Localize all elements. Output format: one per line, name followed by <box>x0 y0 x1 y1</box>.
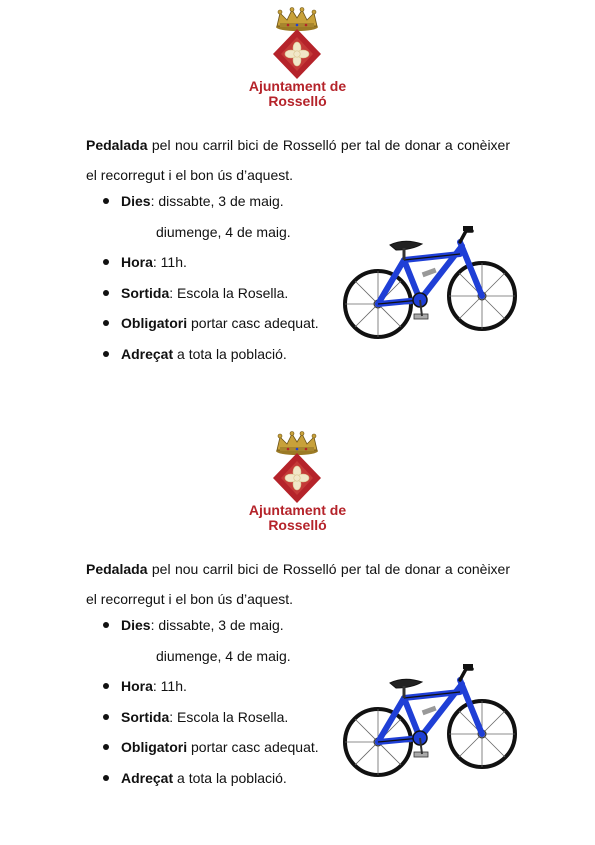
details-list <box>103 186 363 369</box>
departure-value: : Escola la Rosella. <box>169 284 289 301</box>
bicycle-icon <box>340 664 520 784</box>
coat-of-arms-icon <box>272 28 322 80</box>
coat-of-arms-icon <box>272 452 322 504</box>
intro-text: pel nou carril bici de Rosselló per tal de donar a conèixer el recorregut i el bon ús d’aquest. <box>86 561 510 607</box>
time-label: Hora <box>121 678 153 694</box>
days-label: Dies <box>121 617 151 633</box>
list-item-audience <box>103 763 363 794</box>
audience-value: a tota la població. <box>173 769 287 786</box>
intro-paragraph <box>86 130 510 190</box>
details-list <box>103 610 363 793</box>
departure-label: Sortida <box>121 284 170 301</box>
mandatory-value: portar casc adequat. <box>187 739 319 755</box>
bullet-icon <box>103 775 109 781</box>
org-name-line2: Rosselló <box>268 93 327 109</box>
intro-bold: Pedalada <box>86 561 148 577</box>
intro-paragraph <box>86 554 510 614</box>
org-name-line1: Ajuntament de <box>248 78 347 94</box>
org-name <box>220 503 375 533</box>
bicycle-icon <box>340 226 520 346</box>
time-label: Hora <box>121 254 153 270</box>
audience-label: Adreçat <box>121 769 174 786</box>
mandatory-label: Obligatori <box>121 739 188 755</box>
bullet-icon <box>103 198 109 204</box>
bullet-icon <box>103 259 109 265</box>
bullet-icon <box>103 714 109 720</box>
days-label: Dies <box>121 193 151 209</box>
org-name <box>220 79 375 109</box>
audience-value: a tota la població. <box>173 345 287 362</box>
flyer-bottom <box>0 424 595 845</box>
list-item-mandatory <box>103 308 363 339</box>
list-item-days-cont <box>103 217 363 248</box>
intro-text: pel nou carril bici de Rosselló per tal de donar a conèixer el recorregut i el bon ús d’aquest. <box>86 137 510 183</box>
days-value-1: : dissabte, 3 de maig. <box>150 617 284 633</box>
flyer-top <box>0 0 595 421</box>
intro-bold: Pedalada <box>86 137 148 153</box>
list-item-time <box>103 247 363 278</box>
list-item-days <box>103 186 363 217</box>
mandatory-label: Obligatori <box>121 315 188 331</box>
mandatory-value: portar casc adequat. <box>187 315 319 331</box>
list-item-days-cont <box>103 641 363 672</box>
bullet-icon <box>103 320 109 326</box>
days-value-1: : dissabte, 3 de maig. <box>150 193 284 209</box>
list-item-departure <box>103 702 363 733</box>
days-value-2: diumenge, 4 de maig. <box>156 647 291 664</box>
bullet-icon <box>103 351 109 357</box>
list-item-departure <box>103 278 363 309</box>
list-item-days <box>103 610 363 641</box>
time-value: : 11h. <box>152 678 187 694</box>
departure-label: Sortida <box>121 708 170 725</box>
time-value: : 11h. <box>152 254 187 270</box>
audience-label: Adreçat <box>121 345 174 362</box>
bullet-icon <box>103 744 109 750</box>
days-value-2: diumenge, 4 de maig. <box>156 223 291 240</box>
departure-value: : Escola la Rosella. <box>169 708 289 725</box>
org-name-line1: Ajuntament de <box>248 502 347 518</box>
list-item-time <box>103 671 363 702</box>
bullet-icon <box>103 622 109 628</box>
org-name-line2: Rosselló <box>268 517 327 533</box>
list-item-mandatory <box>103 732 363 763</box>
list-item-audience <box>103 339 363 370</box>
bullet-icon <box>103 683 109 689</box>
bullet-icon <box>103 290 109 296</box>
